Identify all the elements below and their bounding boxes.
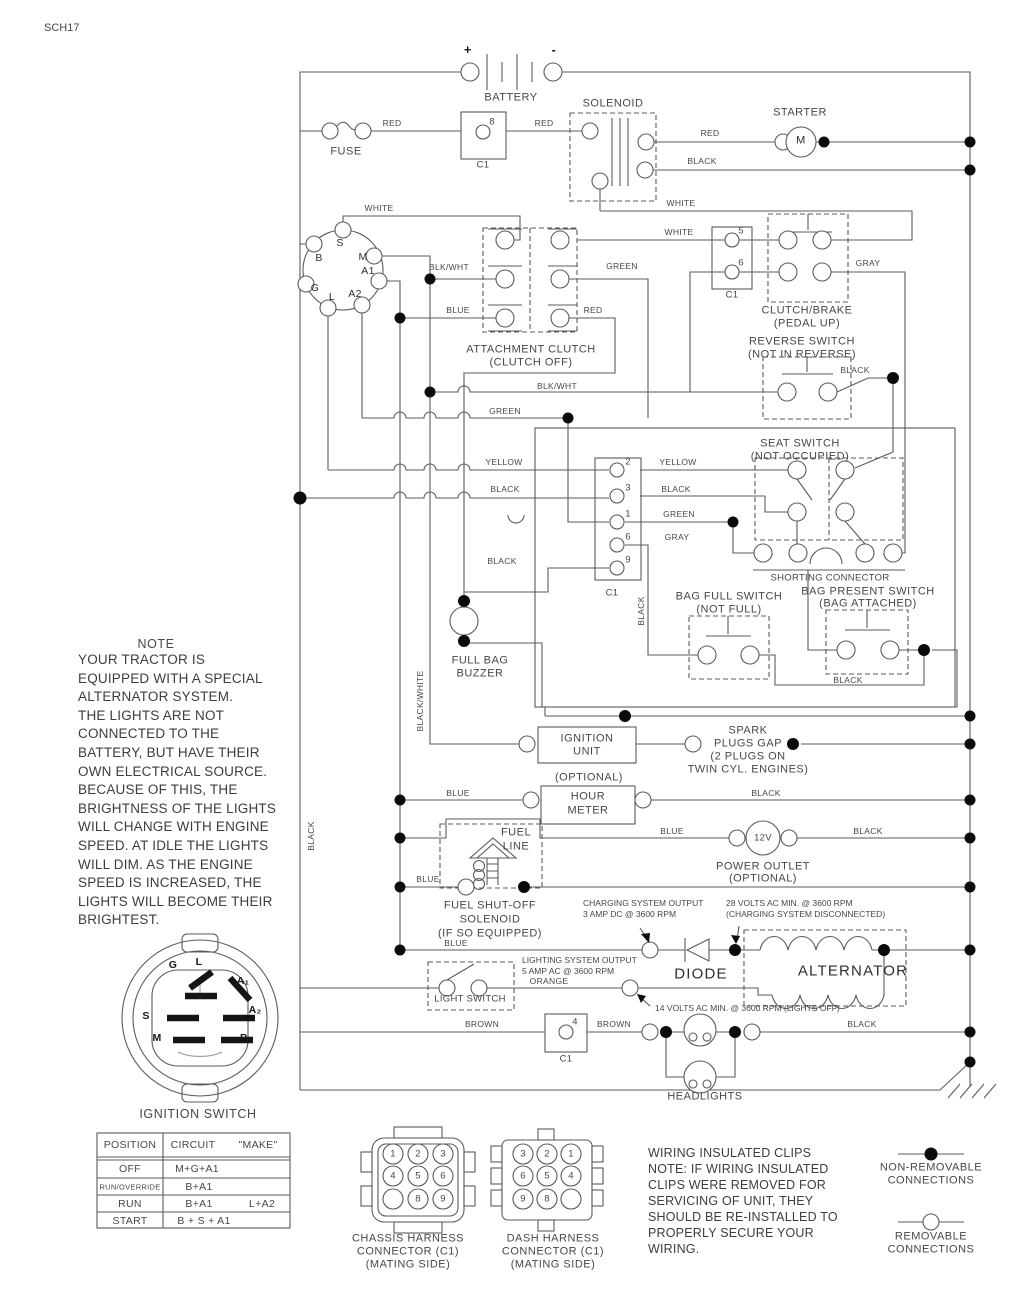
charging-output-note: CHARGING SYSTEM OUTPUT 3 AMP DC @ 3600 RPM	[583, 898, 704, 919]
legend-nonremovable-1: NON-REMOVABLE	[879, 1161, 983, 1174]
power-outlet-wires	[400, 819, 970, 838]
sheet-code: SCH17	[44, 22, 80, 34]
a1-terminal-wire	[387, 281, 400, 950]
chassis-pin-3: 3	[440, 1148, 446, 1160]
pin8-number: 8	[489, 116, 495, 128]
light-switch-label: LIGHT SWITCH	[434, 993, 506, 1005]
note-text: YOUR TRACTOR IS EQUIPPED WITH A SPECIAL ALTERNATOR SYSTEM. THE LIGHTS ARE NOT CONNECTED TO THE BATTERY, BUT HAVE THEIR OWN ELECTRICAL SOURCE. BECAUSE OF THIS, THE BRIGHTNESS OF THE LIGHTS WILL CHANGE WITH ENGINE SPEED. AT IDLE THE LIGHTS WILL DIM. AS THE ENGINE SPEED IS INCREASED, THE LIGHTS WILL BECOME THEIR BRIGHTEST.	[78, 652, 277, 928]
wire-label-white-3: WHITE	[664, 226, 694, 237]
dash-pin-5: 5	[544, 1170, 550, 1182]
ignition-unit-label-1: IGNITION	[560, 732, 614, 745]
starter-wires	[600, 142, 970, 211]
table-row1-circuit: B+A1	[185, 1180, 213, 1193]
chassis-connector-label-1: CHASSIS HARNESS	[351, 1232, 465, 1245]
solenoid-label: SOLENOID	[582, 97, 644, 110]
bag-full-plunger	[706, 616, 751, 636]
terminal-a2: A2	[348, 287, 362, 300]
pin4-number: 4	[572, 1016, 578, 1028]
alternator-coil-top	[760, 937, 872, 951]
dash-pin-9: 9	[520, 1193, 526, 1205]
lighting-wire	[638, 988, 772, 995]
shorting-connector-label: SHORTING CONNECTOR	[770, 572, 890, 584]
power-outlet-label-1: POWER OUTLET	[715, 860, 811, 873]
clutch-brake-label-1: CLUTCH/BRAKE	[761, 304, 853, 317]
spark-label-4: TWIN CYL. ENGINES)	[687, 763, 809, 776]
legend-removable-1: REMOVABLE	[894, 1230, 968, 1243]
fuel-shutoff-label-3: (IF SO EQUIPPED)	[438, 927, 542, 940]
c1-label-pin4: C1	[559, 1053, 573, 1065]
wire-label-blue-1: BLUE	[446, 304, 470, 315]
dash-pin-3: 3	[520, 1148, 526, 1160]
bag-full-label-1: BAG FULL SWITCH	[675, 590, 783, 603]
wire-label-black-5: BLACK	[487, 555, 517, 566]
wire-label-blkwht-2: BLK/WHT	[537, 380, 577, 391]
table-row2-make: L+A2	[248, 1197, 276, 1210]
note-title: NOTE	[137, 636, 175, 651]
legend-nonremovable-2: CONNECTIONS	[887, 1174, 975, 1187]
non-removable-connections	[294, 134, 976, 1161]
wire-label-green-3: GREEN	[663, 508, 695, 519]
face-label-m: M	[152, 1031, 162, 1044]
wire-label-black-1: BLACK	[687, 155, 717, 166]
terminal-g: G	[310, 281, 320, 294]
wire-label-black-8: BLACK	[853, 825, 883, 836]
dash-pin-4: 4	[568, 1170, 574, 1182]
battery-label: BATTERY	[484, 91, 538, 104]
c1-label-column: C1	[605, 587, 619, 599]
attachment-clutch-label-1: ATTACHMENT CLUTCH	[466, 343, 596, 356]
spark-top-wire	[545, 707, 970, 716]
table-header-circuit: CIRCUIT	[170, 1138, 216, 1151]
wire-label-yellow-1: YELLOW	[485, 456, 523, 467]
wire-label-gray-1: GRAY	[855, 257, 881, 268]
clutch-brake-plunger	[786, 214, 832, 232]
bag-present-label-2: (BAG ATTACHED)	[819, 597, 917, 610]
table-row3-circuit: B + S + A1	[177, 1214, 231, 1227]
light-switch-blade	[447, 964, 474, 980]
alternator-label: ALTERNATOR	[797, 962, 909, 980]
terminal-b: B	[315, 251, 323, 264]
terminal-s: S	[336, 236, 344, 249]
table-row0-position: OFF	[119, 1162, 141, 1175]
wire-label-yellow-2: YELLOW	[659, 456, 697, 467]
green-run	[362, 412, 568, 418]
legend-removable-2: CONNECTIONS	[887, 1243, 975, 1256]
dash-pin-8: 8	[544, 1193, 550, 1205]
battery-plus-sign: +	[464, 42, 472, 57]
wire-label-blue-5: BLUE	[444, 937, 468, 948]
white-return-wire	[600, 211, 912, 240]
wire-label-black-4: BLACK	[661, 483, 691, 494]
battery-cells	[487, 54, 532, 90]
wire-label-blkwht-1: BLK/WHT	[429, 261, 469, 272]
spark-label-3: (2 PLUGS ON	[710, 750, 786, 763]
table-row3-position: START	[112, 1214, 148, 1227]
headlights-label: HEADLIGHTS	[667, 1090, 743, 1103]
fuel-valve-stem	[487, 858, 498, 885]
dash-connector-label-2: CONNECTOR (C1)	[501, 1245, 605, 1258]
spark-label-2: PLUGS GAP	[713, 737, 783, 750]
wire-label-brown-2: BROWN	[596, 1018, 632, 1029]
dash-pin-6: 6	[520, 1170, 526, 1182]
shorting-connector-shape	[753, 548, 905, 570]
diode-label: DIODE	[674, 965, 728, 983]
blkwht-run	[430, 386, 779, 392]
spark-label-1: SPARK	[728, 724, 768, 737]
hour-meter-optional: (OPTIONAL)	[555, 771, 623, 784]
chassis-pin-2: 2	[415, 1148, 421, 1160]
wire-label-black-3: BLACK	[490, 483, 520, 494]
dash-connector-label-3: (MATING SIDE)	[510, 1258, 596, 1271]
wire-network	[298, 54, 996, 1222]
wire-label-blackwhite-v: BLACK/WHITE	[415, 670, 425, 732]
chassis-pin-8: 8	[415, 1193, 421, 1205]
seat-switch-label-2: (NOT OCCUPIED)	[750, 450, 850, 463]
wire-label-black-7: BLACK	[751, 787, 781, 798]
pin1-number: 1	[625, 508, 631, 520]
chassis-connector-label-2: CONNECTOR (C1)	[356, 1245, 460, 1258]
battery-minus-sign: -	[551, 42, 557, 57]
chassis-pin-4: 4	[390, 1170, 396, 1182]
fuel-line-label-1: FUEL	[500, 826, 532, 839]
ignition-unit-label-2: UNIT	[573, 745, 601, 758]
fuel-shutoff-label-1: FUEL SHUT-OFF	[443, 899, 537, 912]
charging-disconnected-note: 28 VOLTS AC MIN. @ 3600 RPM (CHARGING SYSTEM DISCONNECTED)	[726, 898, 886, 919]
table-row2-position: RUN	[118, 1197, 142, 1210]
hop-arc	[508, 515, 524, 523]
chassis-connector-label-3: (MATING SIDE)	[365, 1258, 451, 1271]
ground-return-wire	[300, 1063, 969, 1090]
face-label-a2: A₂	[248, 1003, 262, 1016]
wire-label-blue-3: BLUE	[660, 825, 684, 836]
wire-label-black-v2: BLACK	[306, 821, 316, 851]
chassis-pin-9: 9	[440, 1193, 446, 1205]
black-run	[300, 492, 609, 498]
chassis-pin-5: 5	[415, 1170, 421, 1182]
wire-label-blue-4: BLUE	[416, 873, 440, 884]
table-row1-position: RUN/OVERRIDE	[99, 1182, 161, 1192]
wire-label-green-2: GREEN	[489, 405, 521, 416]
hour-meter-label-1: HOUR	[570, 790, 606, 803]
wire-label-green-1: GREEN	[606, 260, 638, 271]
pin2-number: 2	[625, 456, 631, 468]
dash-pin-1: 1	[568, 1148, 574, 1160]
table-row0-circuit: M+G+A1	[175, 1162, 219, 1175]
wire-label-brown-1: BROWN	[464, 1018, 500, 1029]
pin6-number: 6	[738, 257, 744, 269]
terminal-m: M	[358, 250, 368, 263]
hour-meter-label-2: METER	[567, 804, 609, 817]
chassis-pin-1: 1	[390, 1148, 396, 1160]
dash-pin-2: 2	[544, 1148, 550, 1160]
wire-label-black-v1: BLACK	[636, 596, 646, 626]
power-outlet-label-2: (OPTIONAL)	[729, 872, 797, 885]
lights-off-note: 14 VOLTS AC MIN. @ 3600 RPM (LIGHTS OFF)	[655, 1003, 840, 1013]
wire-label-red-1: RED	[382, 117, 402, 128]
c1-label-56: C1	[725, 289, 739, 301]
pin9-number: 9	[625, 554, 631, 566]
face-label-g: G	[168, 958, 178, 971]
wire-label-white-2: WHITE	[666, 197, 696, 208]
buzzer-label-1: FULL BAG	[451, 654, 509, 667]
battery-positive-wire	[300, 72, 461, 131]
wire-label-blue-2: BLUE	[446, 787, 470, 798]
starter-label: STARTER	[773, 106, 827, 119]
starter-motor-symbol: M	[796, 134, 806, 147]
reverse-switch-label-2: (NOT IN REVERSE)	[747, 348, 857, 361]
attachment-clutch-label-2: (CLUTCH OFF)	[489, 356, 573, 369]
face-label-a1: A₁	[236, 974, 250, 987]
solenoid-core	[612, 118, 628, 186]
buzzer-label-2: BUZZER	[456, 667, 504, 680]
seat-switch-label-1: SEAT SWITCH	[760, 437, 840, 450]
bag-present-label-1: BAG PRESENT SWITCH	[801, 585, 935, 598]
fuse-label: FUSE	[330, 145, 362, 158]
pin5-number: 5	[738, 225, 744, 237]
reverse-switch-label-1: REVERSE SWITCH	[748, 335, 856, 348]
wiring-clips-note: WIRING INSULATED CLIPS NOTE: IF WIRING INSULATED CLIPS WERE REMOVED FOR SERVICING OF UNIT, THEY SHOULD BE RE-INSTALLED TO PROPERLY SECURE YOUR WIRING.	[648, 1146, 838, 1256]
right-bus-wire	[559, 72, 970, 1086]
wire-label-black-6: BLACK	[833, 674, 863, 685]
table-header-make: "MAKE"	[238, 1138, 278, 1151]
c1-label-fuse: C1	[476, 159, 490, 171]
bag-full-label-2: (NOT FULL)	[696, 603, 762, 616]
chassis-pin-6: 6	[440, 1170, 446, 1182]
fuel-line-label-2: LINE	[502, 840, 530, 853]
clutch-brake-label-2: (PEDAL UP)	[773, 317, 841, 330]
buzzer-wires	[464, 592, 542, 707]
lighting-output-note: LIGHTING SYSTEM OUTPUT 5 AMP AC @ 3600 RPM	[522, 955, 637, 976]
wire-label-black-2: BLACK	[840, 364, 870, 375]
solenoid-box	[570, 113, 656, 201]
wire-label-red-4: RED	[583, 304, 603, 315]
wire-label-gray-2: GRAY	[664, 531, 690, 542]
pin9-buzzer-wire	[464, 568, 609, 592]
pin3-number: 3	[625, 482, 631, 494]
power-outlet-value: 12V	[754, 832, 772, 844]
bag-present-plunger	[845, 610, 890, 630]
pin6b-number: 6	[625, 531, 631, 543]
wire-label-orange: ORANGE	[529, 975, 569, 986]
removable-connections	[298, 63, 939, 1230]
table-row2-circuit: B+A1	[185, 1197, 213, 1210]
fuel-shutoff-label-2: SOLENOID	[459, 913, 521, 926]
wire-label-white-1: WHITE	[364, 202, 394, 213]
pin6-down-wire	[690, 272, 725, 392]
face-label-b: B	[240, 1031, 248, 1044]
face-label-s: S	[142, 1009, 150, 1022]
face-label-l: L	[195, 955, 203, 968]
wire-label-red-2: RED	[534, 117, 554, 128]
dash-connector-label-1: DASH HARNESS	[506, 1232, 600, 1245]
terminal-a1: A1	[361, 264, 375, 277]
diode-symbol	[685, 938, 709, 962]
wire-label-black-9: BLACK	[847, 1018, 877, 1029]
yellow-run	[328, 464, 609, 470]
terminal-l: L	[328, 290, 336, 303]
ground-symbol	[948, 1084, 996, 1098]
table-header-position: POSITION	[103, 1138, 157, 1151]
ignition-switch-title: IGNITION SWITCH	[139, 1106, 257, 1121]
bag-full-box	[689, 616, 769, 679]
seat-switch-blades	[797, 479, 865, 544]
wire-label-red-3: RED	[700, 127, 720, 138]
